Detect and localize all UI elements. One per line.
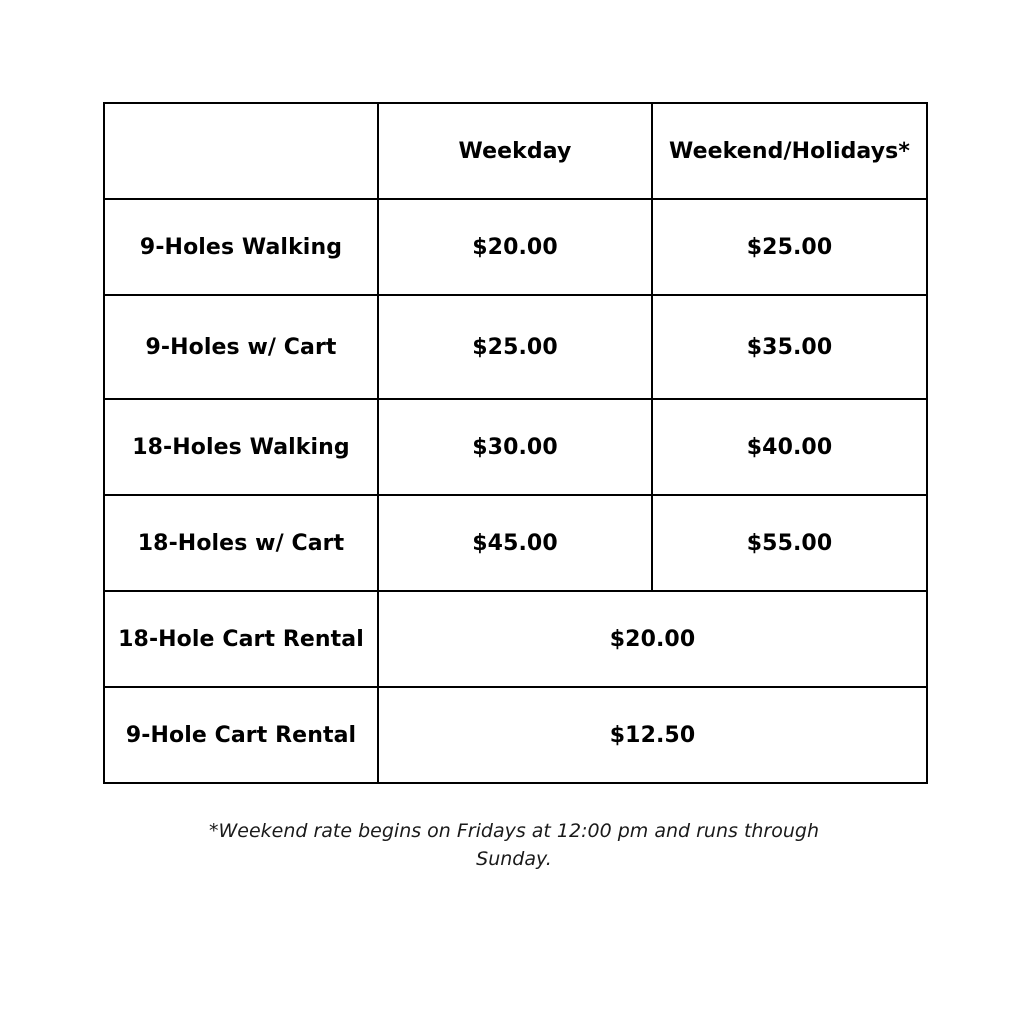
header-weekday: Weekday bbox=[378, 103, 652, 199]
rental-row bbox=[104, 591, 927, 687]
header-corner-cell bbox=[104, 103, 378, 199]
weekend-price: $55.00 bbox=[652, 495, 927, 591]
rental-row bbox=[104, 687, 927, 783]
weekend-price: $35.00 bbox=[652, 295, 927, 399]
table-row bbox=[104, 295, 927, 399]
row-label: 18-Holes w/ Cart bbox=[104, 495, 378, 591]
weekday-price: $30.00 bbox=[378, 399, 652, 495]
rental-label: 9-Hole Cart Rental bbox=[104, 687, 378, 783]
golf-rates-table bbox=[103, 102, 928, 784]
row-label: 18-Holes Walking bbox=[104, 399, 378, 495]
rental-price: $20.00 bbox=[378, 591, 927, 687]
table-row bbox=[104, 199, 927, 295]
table-row bbox=[104, 399, 927, 495]
weekend-rate-footnote: *Weekend rate begins on Fridays at 12:00 pm and runs through Sunday. bbox=[208, 820, 820, 870]
weekday-price: $25.00 bbox=[378, 295, 652, 399]
rental-label: 18-Hole Cart Rental bbox=[104, 591, 378, 687]
row-label: 9-Holes w/ Cart bbox=[104, 295, 378, 399]
weekend-price: $25.00 bbox=[652, 199, 927, 295]
rental-price: $12.50 bbox=[378, 687, 927, 783]
weekday-price: $20.00 bbox=[378, 199, 652, 295]
header-weekend-holidays: Weekend/Holidays* bbox=[652, 103, 927, 199]
weekday-price: $45.00 bbox=[378, 495, 652, 591]
table-header-row bbox=[104, 103, 927, 199]
row-label: 9-Holes Walking bbox=[104, 199, 378, 295]
weekend-price: $40.00 bbox=[652, 399, 927, 495]
table-row bbox=[104, 495, 927, 591]
